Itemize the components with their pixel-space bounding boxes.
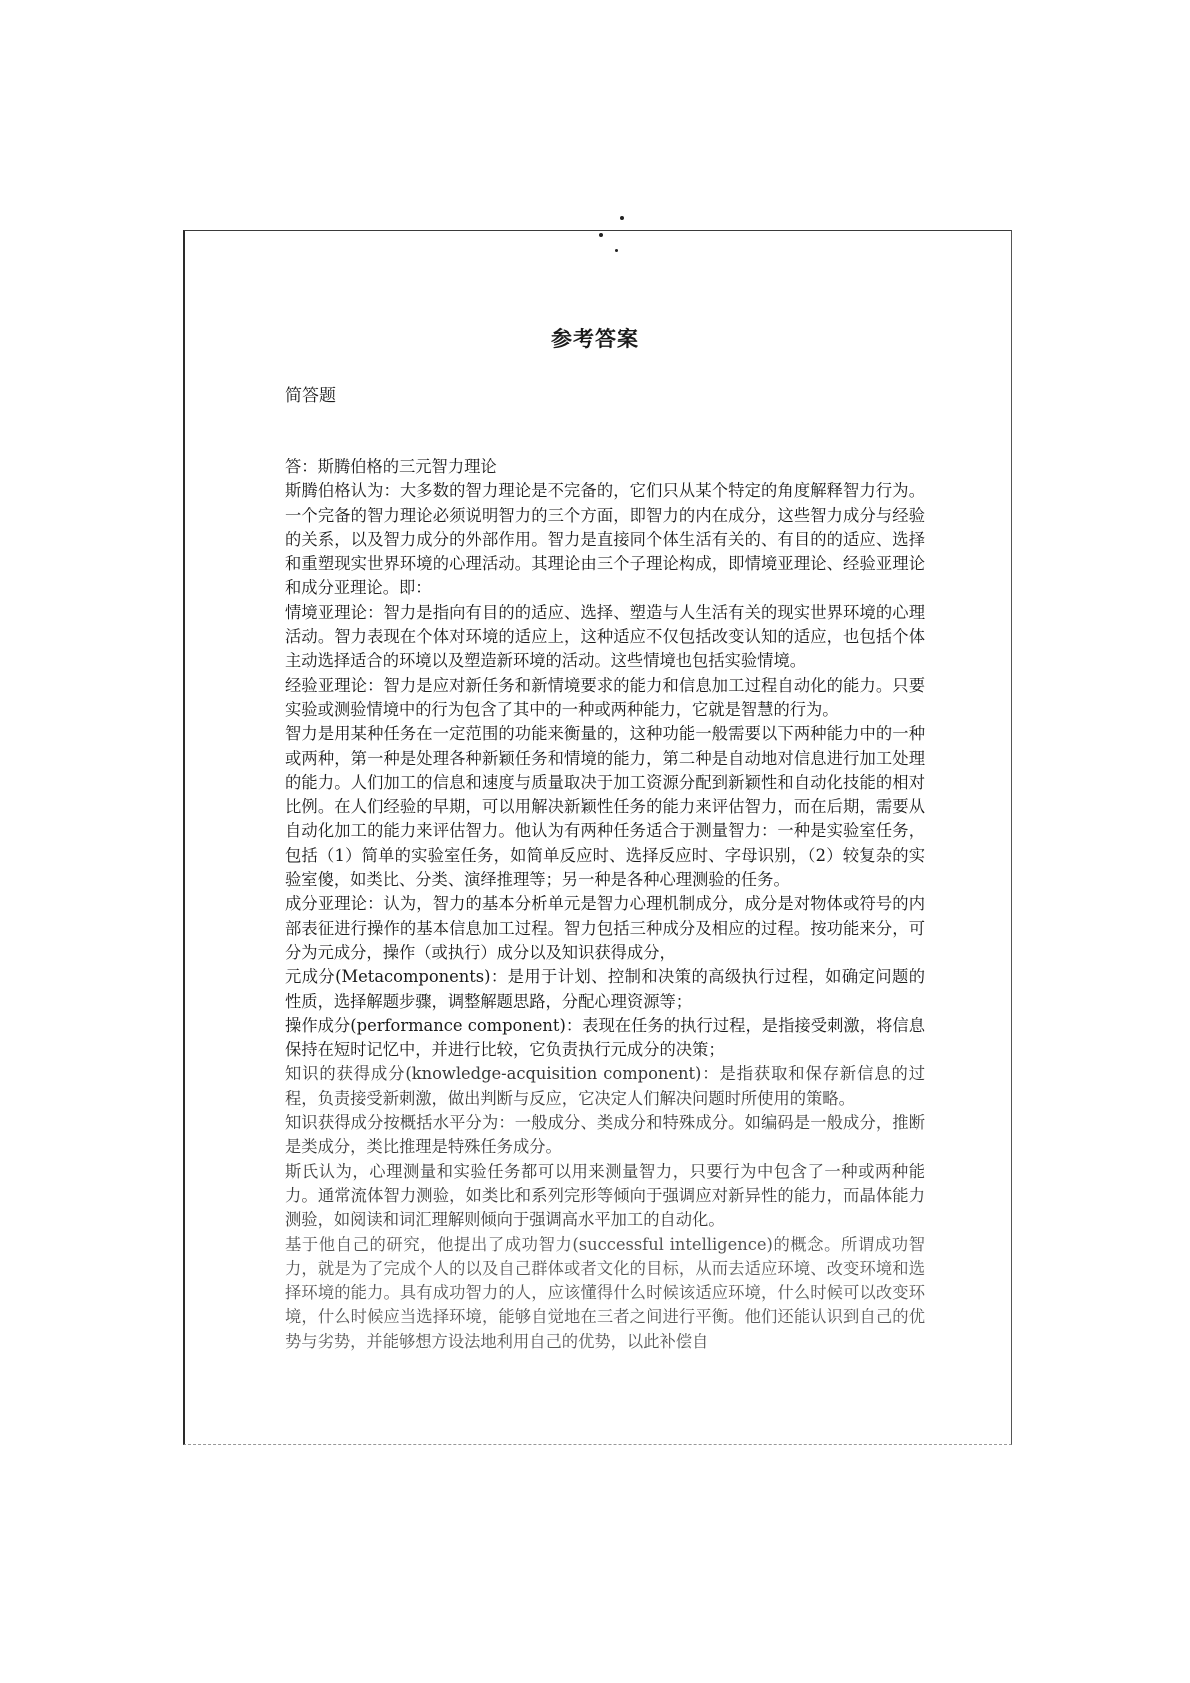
page-title: 参考答案 xyxy=(551,326,639,351)
paragraph: 基于他自己的研究，他提出了成功智力(successful intelligence)的概念。所谓成功智力，就是为了完成个人的以及自己群体或者文化的目标，从而去适应环境、改变环境和选择环境的能力。具有成功智力的人，应该懂得什么时候该适应环境，什么时候可以改变环境，什么时候应当选择环境，能够自觉地在三者之间进行平衡。他们还能认识到自己的优势与劣势，并能够想方设法地利用自己的优势，以此补偿自 xyxy=(285,1234,925,1351)
paragraph: 情境亚理论：智力是指向有目的的适应、选择、塑造与人生活有关的现实世界环境的心理活动。智力表现在个体对环境的适应上，这种适应不仅包括改变认知的适应，也包括个体主动选择适合的环境以及塑造新环境的活动。这些情境也包括实验情境。 xyxy=(285,602,925,671)
section-heading: 简答题 xyxy=(285,386,336,406)
paragraph: 知识的获得成分(knowledge-acquisition component)：是指获取和保存新信息的过程，负责接受新刺激，做出判断与反应，它决定人们解决问题时所使用的策略。 xyxy=(285,1064,925,1108)
paragraph: 斯腾伯格认为：大多数的智力理论是不完备的，它们只从某个特定的角度解释智力行为。一个完备的智力理论必须说明智力的三个方面，即智力的内在成分，这些智力成分与经验的关系，以及智力成分的外部作用。智力是直接同个体生活有关的、有目的的适应、选择和重塑现实世界环境的心理活动。其理论由三个子理论构成，即情境亚理论、经验亚理论和成分亚理论。即： xyxy=(285,481,925,598)
paragraph: 智力是用某种任务在一定范围的功能来衡量的，这种功能一般需要以下两种能力中的一种或两种，第一种是处理各种新颖任务和情境的能力，第二种是自动地对信息进行加工处理的能力。人们加工的信息和速度与质量取决于加工资源分配到新颖性和自动化技能的相对比例。在人们经验的早期，可以用解决新颖性任务的能力来评估智力，而在后期，需要从自动化加工的能力来评估智力。他认为有两种任务适合于测量智力：一种是实验室任务，包括（1）简单的实验室任务，如简单反应时、选择反应时、字母识别，（2）较复杂的实验室傻，如类比、分类、演绎推理等；另一种是各种心理测验的任务。 xyxy=(285,724,925,890)
paragraph: 斯氏认为，心理测量和实验任务都可以用来测量智力，只要行为中包含了一种或两种能力。通常流体智力测验，如类比和系列完形等倾向于强调应对新异性的能力，而晶体能力测验，如阅读和词汇理解则倾向于强调高水平加工的自动化。 xyxy=(285,1161,925,1230)
speck xyxy=(599,233,603,237)
answer-heading: 答：斯腾伯格的三元智力理论 xyxy=(285,457,497,476)
paragraph: 元成分(Metacomponents)：是用于计划、控制和决策的高级执行过程，如确定问题的性质，选择解题步骤，调整解题思路，分配心理资源等； xyxy=(285,967,925,1011)
paragraph: 知识获得成分按概括水平分为：一般成分、类成分和特殊成分。如编码是一般成分，推断是类成分，类比推理是特殊任务成分。 xyxy=(285,1113,925,1157)
paragraph: 成分亚理论：认为，智力的基本分析单元是智力心理机制成分，成分是对物体或符号的内部表征进行操作的基本信息加工过程。智力包括三种成分及相应的过程。按功能来分，可分为元成分，操作（或执行）成分以及知识获得成分， xyxy=(285,894,925,962)
speck xyxy=(615,249,618,252)
answer-body xyxy=(285,455,925,1354)
paragraph: 经验亚理论：智力是应对新任务和新情境要求的能力和信息加工过程自动化的能力。只要实验或测验情境中的行为包含了其中的一种或两种能力，它就是智慧的行为。 xyxy=(285,675,925,719)
speck xyxy=(620,216,624,220)
paragraph: 操作成分(performance component)：表现在任务的执行过程，是指接受刺激，将信息保持在短时记忆中，并进行比较，它负责执行元成分的决策； xyxy=(285,1015,925,1060)
